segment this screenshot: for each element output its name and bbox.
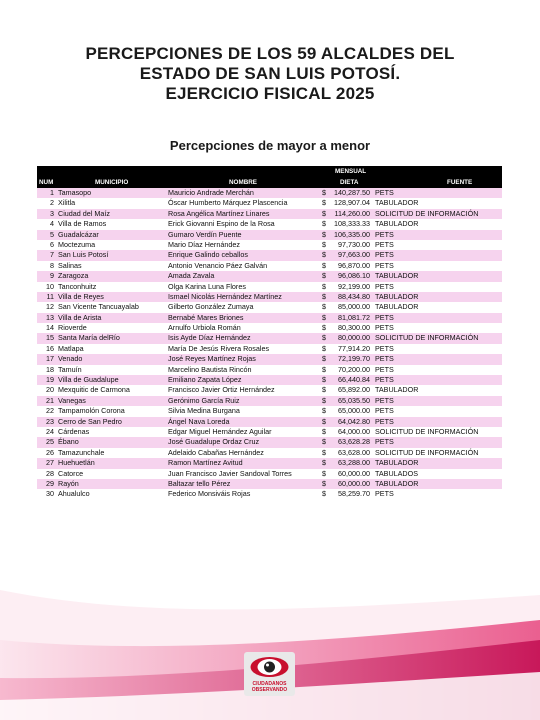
cell-nombre: Federico Monsiváis Rojas [168,489,251,499]
table-row [37,230,502,240]
cell-currency: $ [322,260,326,270]
cell-nombre: Antonio Venancio Páez Galván [168,260,268,270]
cell-fuente: PETS [375,250,394,260]
cell-municipio: Villa de Reyes [58,291,104,301]
cell-fuente: PETS [375,343,394,353]
table-row [37,188,502,198]
cell-fuente: PETS [375,375,394,385]
table-row [37,271,502,281]
cell-nombre: José Reyes Martínez Rojas [168,354,256,364]
cell-currency: $ [322,385,326,395]
cell-municipio: Cárdenas [58,426,90,436]
cell-dieta: 77,914.20 [338,343,370,353]
cell-fuente: PETS [375,188,394,197]
cell-num: 17 [46,354,54,364]
cell-nombre: Emiliano Zapata López [168,375,242,385]
cell-dieta: 60,000.00 [338,478,370,488]
cell-num: 1 [50,188,54,197]
cell-currency: $ [322,447,326,457]
cell-dieta: 96,870.00 [338,260,370,270]
cell-nombre: Isis Ayde Díaz Hernández [168,333,251,343]
cell-fuente: TABULADOR [375,302,419,312]
cell-fuente: SOLICITUD DE INFORMACIÓN [375,447,479,457]
cell-municipio: Rayón [58,478,79,488]
cell-municipio: Ahualulco [58,489,90,499]
table-row [37,479,502,489]
cell-currency: $ [322,437,326,447]
cell-municipio: Ébano [58,437,79,447]
cell-currency: $ [322,208,326,218]
header-dieta: DIETA [340,179,359,186]
cell-municipio: Tamasopo [58,188,92,197]
cell-currency: $ [322,302,326,312]
cell-nombre: Ramon Martínez Avitud [168,458,243,468]
cell-num: 6 [50,239,54,249]
cell-currency: $ [322,375,326,385]
cell-dieta: 63,288.00 [338,458,370,468]
cell-num: 2 [50,198,54,208]
table-row [37,437,502,447]
cell-currency: $ [322,416,326,426]
table-row [37,396,502,406]
cell-fuente: SOLICITUD DE INFORMACIÓN [375,208,479,218]
cell-num: 18 [46,364,54,374]
header-num: NUM [39,179,54,186]
cell-num: 23 [46,416,54,426]
document-title [0,44,540,104]
table-row [37,385,502,395]
cell-dieta: 63,628.28 [338,437,370,447]
cell-nombre: Enrique Galindo ceballos [168,250,248,260]
cell-num: 20 [46,385,54,395]
cell-currency: $ [322,188,326,197]
table-row [37,469,502,479]
salary-table [37,166,502,500]
cell-fuente: PETS [375,354,394,364]
cell-dieta: 85,000.00 [338,302,370,312]
cell-fuente: PETS [375,239,394,249]
table-row [37,354,502,364]
cell-fuente: PETS [375,489,394,499]
cell-municipio: Tamazunchale [58,447,105,457]
table-row [37,333,502,343]
cell-fuente: PETS [375,323,394,333]
cell-dieta: 106,335.00 [334,229,370,239]
cell-fuente: TABULADOR [375,219,419,229]
table-row [37,365,502,375]
cell-currency: $ [322,281,326,291]
cell-nombre: Bernabé Mares Briones [168,312,244,322]
cell-nombre: Adelaido Cabañas Hernández [168,447,264,457]
cell-dieta: 80,300.00 [338,323,370,333]
cell-fuente: SOLICITUD DE INFORMACIÓN [375,426,479,436]
cell-currency: $ [322,229,326,239]
cell-municipio: Moctezuma [58,239,96,249]
title-line-3: EJERCICIO FISICAL 2025 [165,84,375,103]
cell-fuente: PETS [375,312,394,322]
cell-dieta: 65,035.50 [338,395,370,405]
cell-fuente: SOLICITUD DE INFORMACIÓN [375,333,479,343]
table-row [37,417,502,427]
table-row [37,448,502,458]
cell-nombre: Rosa Angélica Martínez Linares [168,208,270,218]
cell-nombre: Arnulfo Urbiola Román [168,323,241,333]
cell-municipio: Venado [58,354,83,364]
cell-municipio: Guadalcázar [58,229,99,239]
cell-municipio: Villa de Arista [58,312,102,322]
cell-nombre: Amada Zavala [168,271,215,281]
cell-currency: $ [322,354,326,364]
cell-nombre: Edgar Miguel Hernández Aguilar [168,426,272,436]
cell-municipio: Rioverde [58,323,87,333]
table-row [37,198,502,208]
cell-currency: $ [322,395,326,405]
cell-nombre: Gerónimo García Ruiz [168,395,240,405]
table-row [37,250,502,260]
cell-dieta: 128,907.04 [334,198,370,208]
header-municipio: MUNICIPIO [95,179,129,186]
cell-municipio: Matlapa [58,343,84,353]
cell-nombre: Olga Karina Luna Flores [168,281,246,291]
cell-currency: $ [322,219,326,229]
cell-municipio: Tampamolón Corona [58,406,125,416]
table-row [37,427,502,437]
cell-fuente: TABULADOR [375,385,419,395]
logo-text: CIUDADANOS OBSERVANDO [251,681,288,693]
cell-fuente: PETS [375,364,394,374]
cell-fuente: PETS [375,260,394,270]
cell-num: 21 [46,395,54,405]
cell-num: 15 [46,333,54,343]
cell-nombre: Mario Díaz Hernández [168,239,240,249]
cell-currency: $ [322,323,326,333]
table-body [37,188,502,500]
cell-municipio: Cerro de San Pedro [58,416,122,426]
cell-currency: $ [322,468,326,478]
title-line-1: PERCEPCIONES DE LOS 59 ALCALDES DEL [85,44,455,63]
cell-municipio: Villa de Guadalupe [58,375,119,385]
cell-fuente: TABULADOR [375,458,419,468]
cell-nombre: Gilberto González Zumaya [168,302,254,312]
cell-num: 8 [50,260,54,270]
cell-currency: $ [322,271,326,281]
cell-num: 19 [46,375,54,385]
header-nombre: NOMBRE [229,179,257,186]
cell-fuente: TABULADOS [375,468,419,478]
cell-fuente: PETS [375,281,394,291]
cell-dieta: 66,440.84 [338,375,370,385]
cell-nombre: Mauricio Andrade Merchán [168,188,254,197]
cell-municipio: Zaragoza [58,271,89,281]
cell-fuente: TABULADOR [375,198,419,208]
cell-municipio: Catorce [58,468,84,478]
cell-nombre: Erick Giovanni Espino de la Rosa [168,219,275,229]
cell-currency: $ [322,291,326,301]
cell-dieta: 64,042.80 [338,416,370,426]
cell-nombre: Silvia Medina Burgana [168,406,240,416]
cell-currency: $ [322,333,326,343]
eye-icon [244,652,295,682]
cell-fuente: PETS [375,229,394,239]
cell-num: 5 [50,229,54,239]
table-row [37,344,502,354]
cell-dieta: 92,199.00 [338,281,370,291]
table-subtitle: Percepciones de mayor a menor [169,138,371,153]
cell-municipio: Salinas [58,260,82,270]
cell-municipio: San Vicente Tancuayalab [58,302,139,312]
cell-num: 7 [50,250,54,260]
cell-nombre: Baltazar tello Pérez [168,478,231,488]
cell-municipio: Ciudad del Maíz [58,208,110,218]
footer-wave-decoration [0,560,540,720]
cell-municipio: Vanegas [58,395,86,405]
cell-currency: $ [322,489,326,499]
cell-dieta: 97,730.00 [338,239,370,249]
cell-municipio: Xilitla [58,198,76,208]
cell-num: 13 [46,312,54,322]
table-row [37,209,502,219]
cell-municipio: Santa María delRío [58,333,120,343]
table-row [37,458,502,468]
cell-num: 9 [50,271,54,281]
cell-nombre: Juan Francisco Javier Sandoval Torres [168,468,292,478]
cell-num: 28 [46,468,54,478]
cell-fuente: PETS [375,437,394,447]
table-row [37,261,502,271]
header-mensual: MENSUAL [335,168,367,175]
table-row [37,489,502,499]
cell-dieta: 96,086.10 [338,271,370,281]
table-header [37,166,502,188]
cell-currency: $ [322,426,326,436]
cell-num: 10 [46,281,54,291]
cell-dieta: 72,199.70 [338,354,370,364]
cell-municipio: San Luis Potosí [58,250,109,260]
cell-dieta: 70,200.00 [338,364,370,374]
cell-fuente: TABULADOR [375,291,419,301]
cell-fuente: PETS [375,406,394,416]
cell-fuente: PETS [375,395,394,405]
cell-currency: $ [322,406,326,416]
table-row [37,323,502,333]
cell-currency: $ [322,458,326,468]
cell-dieta: 60,000.00 [338,468,370,478]
cell-num: 26 [46,447,54,457]
cell-num: 22 [46,406,54,416]
header-fuente: FUENTE [447,179,473,186]
table-row [37,302,502,312]
cell-num: 29 [46,478,54,488]
cell-dieta: 140,287.50 [334,188,370,197]
cell-dieta: 63,628.00 [338,447,370,457]
cell-currency: $ [322,364,326,374]
cell-fuente: PETS [375,416,394,426]
table-row [37,313,502,323]
cell-dieta: 64,000.00 [338,426,370,436]
table-row [37,292,502,302]
cell-dieta: 80,000.00 [338,333,370,343]
cell-dieta: 58,259.70 [338,489,370,499]
cell-fuente: TABULADOR [375,271,419,281]
cell-dieta: 114,260.00 [334,208,370,218]
cell-num: 4 [50,219,54,229]
cell-nombre: Gumaro Verdín Puente [168,229,242,239]
cell-num: 25 [46,437,54,447]
cell-municipio: Mexquitic de Carmona [58,385,130,395]
cell-num: 3 [50,208,54,218]
cell-nombre: Marcelino Bautista Rincón [168,364,252,374]
cell-dieta: 88,434.80 [338,291,370,301]
cell-municipio: Tamuín [58,364,82,374]
cell-dieta: 97,663.00 [338,250,370,260]
cell-nombre: Francisco Javier Ortiz Hernández [168,385,275,395]
cell-currency: $ [322,478,326,488]
cell-nombre: María De Jesús Rivera Rosales [168,343,270,353]
cell-nombre: Ángel Nava Loreda [168,416,230,426]
ciudadanos-observando-logo [244,652,295,696]
cell-currency: $ [322,312,326,322]
cell-dieta: 81,081.72 [338,312,370,322]
table-row [37,240,502,250]
table-row [37,282,502,292]
cell-fuente: TABULADOR [375,478,419,488]
cell-currency: $ [322,343,326,353]
table-row [37,406,502,416]
cell-nombre: José Guadalupe Ordaz Cruz [168,437,260,447]
cell-currency: $ [322,198,326,208]
title-line-2: ESTADO DE SAN LUIS POTOSÍ. [139,64,401,83]
cell-dieta: 65,892.00 [338,385,370,395]
cell-num: 11 [46,291,54,301]
cell-nombre: Ismael Nicolás Hernández Martínez [168,291,282,301]
cell-num: 27 [46,458,54,468]
table-row [37,219,502,229]
cell-dieta: 65,000.00 [338,406,370,416]
cell-nombre: Óscar Humberto Márquez Plascencia [168,198,288,208]
table-row [37,375,502,385]
cell-num: 16 [46,343,54,353]
cell-municipio: Villa de Ramos [58,219,107,229]
cell-currency: $ [322,239,326,249]
cell-municipio: Huehuetlán [58,458,95,468]
cell-municipio: Tanconhuitz [58,281,97,291]
cell-currency: $ [322,250,326,260]
cell-num: 30 [46,489,54,499]
cell-dieta: 108,333.33 [334,219,370,229]
cell-num: 14 [46,323,54,333]
cell-num: 24 [46,426,54,436]
cell-num: 12 [46,302,54,312]
